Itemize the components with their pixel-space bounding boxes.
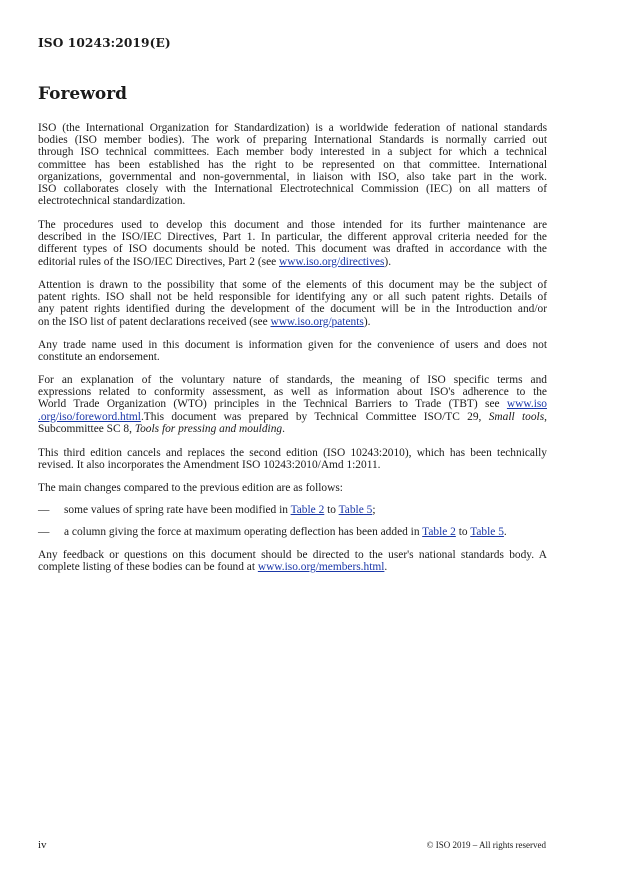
text-line: any patent rights identified during the development of the document will be in the Introduction and/or — [38, 303, 547, 316]
text-segment: . — [503, 526, 507, 538]
text-line: This third edition cancels and replaces the second edition (ISO 10243:2010), which has been technically — [38, 447, 547, 459]
paragraph-edition — [38, 447, 547, 471]
list-item — [38, 526, 547, 538]
text-segment: . — [282, 422, 285, 435]
text-line: described in the ISO/IEC Directives, Part 1. In particular, the different approval criteria needed for the — [38, 231, 547, 244]
text-segment: ). — [363, 315, 371, 328]
text-line: For an explanation of the voluntary nature of standards, the meaning of ISO specific terms and — [38, 374, 547, 386]
text-segment: to — [324, 504, 339, 516]
list-item — [38, 504, 547, 516]
committee-title: Small tools — [488, 410, 545, 423]
text-line — [38, 504, 547, 516]
paragraph-changes-intro — [38, 482, 547, 494]
text-segment: complete listing of these bodies can be found at — [38, 561, 258, 574]
text-segment: on the ISO list of patent declarations received (see — [38, 315, 271, 328]
paragraph-voluntary-nature — [38, 374, 547, 435]
text-line — [38, 526, 547, 538]
foreword-link[interactable]: www.iso — [506, 398, 547, 411]
paragraph-intro — [38, 122, 547, 207]
text-segment: to — [455, 526, 471, 538]
paragraph-trade-name — [38, 339, 547, 363]
table-5-link[interactable]: Table 5 — [338, 504, 373, 516]
text-line: ISO collaborates closely with the International Electrotechnical Commission (IEC) on all matters of — [38, 183, 547, 196]
text-line — [38, 411, 547, 423]
directives-link[interactable]: www.iso.org/directives — [279, 255, 385, 268]
text-line — [38, 561, 547, 573]
text-segment: some values of spring rate have been modified in — [64, 504, 291, 516]
text-segment: ; — [372, 504, 376, 516]
text-segment: .This document was prepared by Technical Committee ISO/TC 29, — [140, 410, 489, 423]
text-line: revised. It also incorporates the Amendment ISO 10243:2010/Amd 1:2011. — [38, 459, 381, 472]
document-id: ISO 10243:2019(E) — [38, 36, 171, 50]
text-line — [38, 398, 547, 410]
table-2-link[interactable]: Table 2 — [422, 526, 456, 538]
members-link[interactable]: www.iso.org/members.html — [257, 561, 385, 574]
patents-link[interactable]: www.iso.org/patents — [270, 315, 364, 328]
page-title: Foreword — [38, 84, 128, 104]
text-line: patent rights. ISO shall not be held responsible for identifying any or all such patent rights. Details of — [38, 291, 547, 304]
list-dash: — — [38, 526, 50, 538]
text-line: electrotechnical standardization. — [38, 195, 186, 208]
text-segment: . — [384, 561, 388, 574]
text-segment: ). — [384, 255, 392, 268]
table-5-link[interactable]: Table 5 — [470, 526, 504, 538]
text-line: bodies (ISO member bodies). The work of preparing International Standards is normally carried out — [38, 134, 547, 147]
table-2-link[interactable]: Table 2 — [290, 504, 325, 516]
text-line: Any trade name used in this document is information given for the convenience of users and does not — [38, 339, 547, 351]
foreword-link-continued[interactable]: .org/iso/foreword.html — [38, 410, 141, 423]
text-line: The procedures used to develop this document and those intended for its further maintenance are — [38, 219, 547, 231]
text-segment: editorial rules of the ISO/IEC Directives, Part 2 (see — [38, 255, 280, 268]
text-line — [38, 423, 547, 435]
paragraph-procedures — [38, 219, 547, 268]
page-number: iv — [38, 839, 47, 851]
copyright-notice: © ISO 2019 – All rights reserved — [426, 840, 546, 850]
subcommittee-title: Tools for pressing and moulding — [134, 422, 283, 435]
text-line: The main changes compared to the previous edition are as follows: — [38, 482, 343, 494]
text-line — [38, 316, 547, 328]
text-segment: Subcommittee SC 8, — [38, 422, 135, 435]
text-segment: , — [544, 410, 547, 423]
text-line: different types of ISO documents should be noted. This document was drafted in accordance with the — [38, 243, 547, 256]
text-line — [38, 256, 547, 268]
text-segment: World Trade Organization (WTO) principles in the Technical Barriers to Trade (TBT) see — [38, 398, 507, 411]
text-line: committee has been established has the right to be represented on that committee. International — [38, 158, 547, 171]
list-dash: — — [38, 504, 50, 516]
paragraph-patents — [38, 279, 547, 328]
text-line: constitute an endorsement. — [38, 351, 160, 364]
text-line: Attention is drawn to the possibility that some of the elements of this document may be the subject of — [38, 279, 547, 291]
text-line: Any feedback or questions on this document should be directed to the user's national standards body. A — [38, 549, 547, 561]
text-line: expressions related to conformity assessment, as well as information about ISO's adherence to the — [38, 386, 547, 399]
text-line: organizations, governmental and non-governmental, in liaison with ISO, also take part in the work. — [38, 170, 547, 183]
text-line: ISO (the International Organization for Standardization) is a worldwide federation of national standards — [38, 122, 547, 134]
text-line: through ISO technical committees. Each member body interested in a subject for which a technical — [38, 146, 547, 159]
text-segment: a column giving the force at maximum operating deflection has been added in — [64, 526, 423, 538]
paragraph-feedback — [38, 549, 547, 573]
